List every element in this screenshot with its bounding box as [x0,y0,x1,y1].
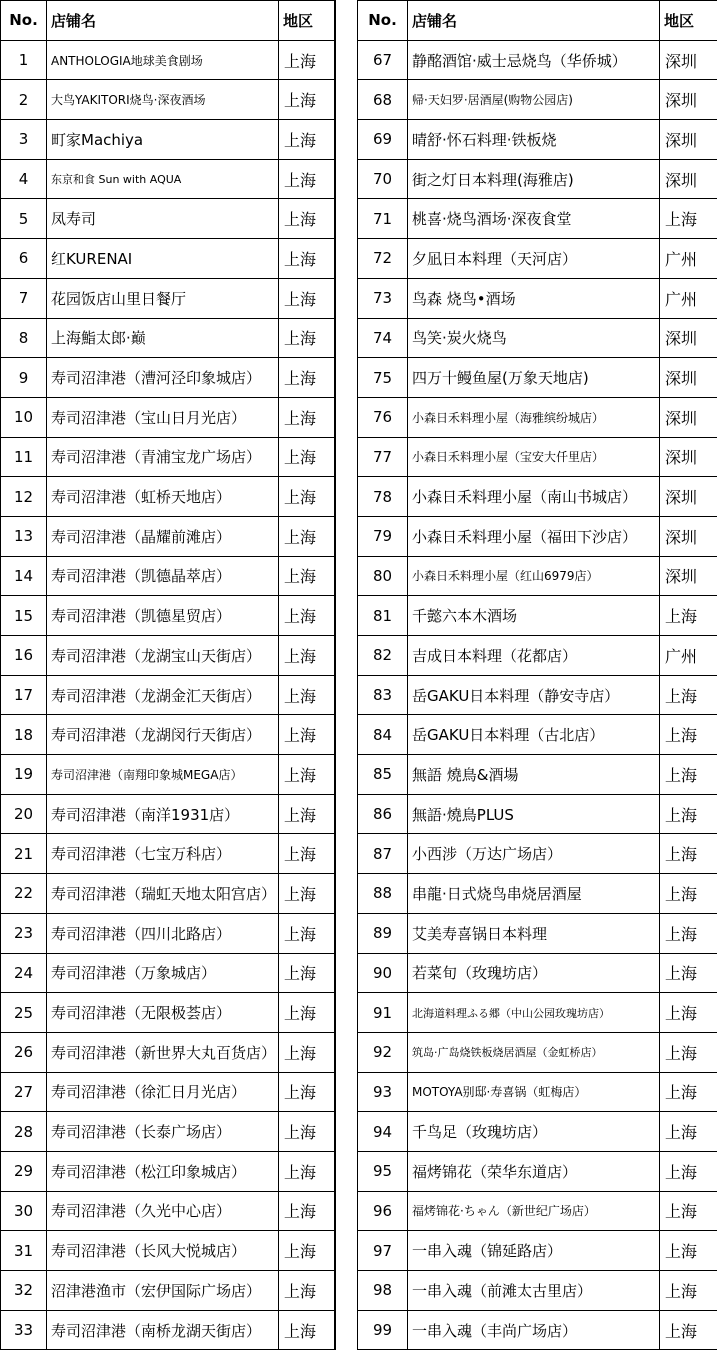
region: 上海 [279,1151,335,1191]
shop-name: 小森日禾料理小屋（福田下沙店） [408,516,660,556]
table-row [358,874,717,914]
shop-name: 沼津港渔市（宏伊国际广场店） [47,1271,279,1311]
table-row [358,755,717,795]
table-row [1,159,335,199]
row-number: 87 [358,834,408,874]
row-number: 16 [1,636,47,676]
region: 深圳 [660,40,717,80]
region: 上海 [279,1191,335,1231]
region: 上海 [660,993,717,1033]
shop-name: 凤寿司 [47,199,279,239]
region: 上海 [279,239,335,279]
shop-name: 寿司沼津港（长泰广场店） [47,1112,279,1152]
table-row [358,477,717,517]
table-row [358,80,717,120]
table-row [1,120,335,160]
table-row [358,199,717,239]
table-row [1,516,335,556]
row-number: 29 [1,1151,47,1191]
region: 深圳 [660,159,717,199]
row-number: 8 [1,318,47,358]
table-row [1,40,335,80]
row-number: 20 [1,794,47,834]
shop-name: 寿司沼津港（徐汇日月光店） [47,1072,279,1112]
table-row [1,358,335,398]
row-number: 33 [1,1310,47,1350]
shop-name: 寿司沼津港（南洋1931店） [47,794,279,834]
shop-name: 花园饭店山里日餐厅 [47,278,279,318]
header-no: No. [358,1,408,41]
header-no: No. [1,1,47,41]
shop-name: 寿司沼津港（青浦宝龙广场店） [47,437,279,477]
shop-name: 福烤锦花·ちゃん（新世纪广场店） [408,1191,660,1231]
row-number: 11 [1,437,47,477]
region: 上海 [660,834,717,874]
shop-name: 大鸟YAKITORI烧鸟·深夜酒场 [47,80,279,120]
shop-name: 若菜旬（玫瑰坊店） [408,953,660,993]
row-number: 14 [1,556,47,596]
shop-name: 寿司沼津港（七宝万科店） [47,834,279,874]
region: 上海 [279,834,335,874]
shop-name: 寿司沼津港（凯德晶萃店） [47,556,279,596]
row-number: 3 [1,120,47,160]
shop-name: 夕凪日本料理（天河店） [408,239,660,279]
shop-name: 桃喜·烧鸟酒场·深夜食堂 [408,199,660,239]
region: 上海 [660,874,717,914]
region: 上海 [279,516,335,556]
table-row [358,1191,717,1231]
shop-name: 寿司沼津港（龙湖宝山天街店） [47,636,279,676]
table-row [1,1151,335,1191]
row-number: 4 [1,159,47,199]
table-row [1,1310,335,1350]
row-number: 91 [358,993,408,1033]
row-number: 22 [1,874,47,914]
table-row [358,675,717,715]
region: 上海 [660,1231,717,1271]
row-number: 30 [1,1191,47,1231]
table-row [358,358,717,398]
region: 深圳 [660,318,717,358]
table-row [358,834,717,874]
row-number: 93 [358,1072,408,1112]
region: 上海 [660,1112,717,1152]
table-row [358,516,717,556]
shop-name: 寿司沼津港（虹桥天地店） [47,477,279,517]
shop-name: 小西涉（万达广场店） [408,834,660,874]
region: 上海 [279,159,335,199]
table-row [1,1231,335,1271]
region: 上海 [279,596,335,636]
row-number: 96 [358,1191,408,1231]
table-row [358,1072,717,1112]
shop-name: 千鸟足（玫瑰坊店） [408,1112,660,1152]
row-number: 77 [358,437,408,477]
row-number: 86 [358,794,408,834]
region: 上海 [660,1151,717,1191]
shop-name: 小森日禾料理小屋（南山书城店） [408,477,660,517]
row-number: 89 [358,913,408,953]
table-row [358,437,717,477]
row-number: 73 [358,278,408,318]
shop-name: 寿司沼津港（晶耀前滩店） [47,516,279,556]
region: 上海 [660,1310,717,1350]
table-row [1,834,335,874]
region: 上海 [279,794,335,834]
row-number: 26 [1,1032,47,1072]
table-row [1,675,335,715]
row-number: 88 [358,874,408,914]
region: 上海 [279,80,335,120]
row-number: 71 [358,199,408,239]
row-number: 98 [358,1271,408,1311]
region: 上海 [279,278,335,318]
shop-name: 寿司沼津港（万象城店） [47,953,279,993]
table-row [358,596,717,636]
table-row [358,1151,717,1191]
row-number: 94 [358,1112,408,1152]
region: 上海 [660,953,717,993]
table-row [1,1271,335,1311]
table-row [358,913,717,953]
shop-name: 筑岛·广岛烧铁板烧居酒屋（金虹桥店） [408,1032,660,1072]
row-number: 2 [1,80,47,120]
table-row [1,199,335,239]
shop-name: 红KURENAI [47,239,279,279]
table-row [1,1191,335,1231]
region: 上海 [279,1032,335,1072]
shop-name: 町家Machiya [47,120,279,160]
region: 上海 [279,913,335,953]
row-number: 9 [1,358,47,398]
region: 上海 [660,596,717,636]
shop-name: 寿司沼津港（南翔印象城MEGA店） [47,755,279,795]
row-number: 69 [358,120,408,160]
region: 上海 [279,40,335,80]
shop-name: 寿司沼津港（四川北路店） [47,913,279,953]
row-number: 74 [358,318,408,358]
shop-name: 寿司沼津港（长风大悦城店） [47,1231,279,1271]
region: 深圳 [660,437,717,477]
region: 上海 [279,1112,335,1152]
table-row [358,120,717,160]
region: 上海 [279,715,335,755]
region: 上海 [279,874,335,914]
shop-name: 寿司沼津港（无限极荟店） [47,993,279,1033]
table-row [1,318,335,358]
region: 上海 [279,358,335,398]
table-row [1,80,335,120]
region: 上海 [660,1032,717,1072]
row-number: 78 [358,477,408,517]
row-number: 27 [1,1072,47,1112]
row-number: 28 [1,1112,47,1152]
row-number: 84 [358,715,408,755]
row-number: 18 [1,715,47,755]
shop-name: 东京和食 Sun with AQUA [47,159,279,199]
shop-name: ANTHOLOGIA地球美食剧场 [47,40,279,80]
table-row [358,794,717,834]
table-row [1,1032,335,1072]
restaurant-table-left [0,0,336,1350]
region: 深圳 [660,477,717,517]
region: 上海 [279,636,335,676]
row-number: 72 [358,239,408,279]
region: 上海 [279,1231,335,1271]
table-row [1,913,335,953]
shop-name: 寿司沼津港（松江印象城店） [47,1151,279,1191]
shop-name: 寿司沼津港（龙湖闵行天街店） [47,715,279,755]
table-row [358,318,717,358]
table-row [1,278,335,318]
header-name: 店铺名 [47,1,279,41]
shop-name: 小森日禾料理小屋（海雅缤纷城店） [408,397,660,437]
shop-name: 寿司沼津港（宝山日月光店） [47,397,279,437]
row-number: 75 [358,358,408,398]
header-row [1,1,335,41]
shop-name: 小森日禾料理小屋（红山6979店） [408,556,660,596]
region: 上海 [279,397,335,437]
row-number: 10 [1,397,47,437]
table-row [358,278,717,318]
header-area: 地区 [279,1,335,41]
shop-name: 千懿六本木酒场 [408,596,660,636]
row-number: 1 [1,40,47,80]
table-row [1,874,335,914]
region: 上海 [279,437,335,477]
row-number: 83 [358,675,408,715]
region: 上海 [279,1271,335,1311]
table-row [1,239,335,279]
shop-name: 無語 燒鳥&酒場 [408,755,660,795]
region: 深圳 [660,358,717,398]
table-row [1,596,335,636]
row-number: 76 [358,397,408,437]
region: 深圳 [660,120,717,160]
row-number: 95 [358,1151,408,1191]
row-number: 99 [358,1310,408,1350]
row-number: 79 [358,516,408,556]
table-row [358,40,717,80]
shop-name: 寿司沼津港（漕河泾印象城店） [47,358,279,398]
shop-name: 岳GAKU日本料理（古北店） [408,715,660,755]
shop-name: 鸟笑·炭火烧鸟 [408,318,660,358]
table-row [1,794,335,834]
row-number: 25 [1,993,47,1033]
table-row [1,397,335,437]
table-row [358,1310,717,1350]
region: 上海 [660,755,717,795]
row-number: 70 [358,159,408,199]
region: 上海 [660,794,717,834]
header-row [358,1,717,41]
shop-name: 一串入魂（前滩太古里店） [408,1271,660,1311]
row-number: 21 [1,834,47,874]
table-row [1,755,335,795]
table-row [1,556,335,596]
table-row [358,397,717,437]
table-row [358,1112,717,1152]
region: 上海 [660,1271,717,1311]
table-row [1,437,335,477]
region: 上海 [660,715,717,755]
shop-name: 北海道料理ふる郷（中山公园玫瑰坊店） [408,993,660,1033]
shop-name: 街之灯日本料理(海雅店) [408,159,660,199]
table-row [358,1231,717,1271]
region: 广州 [660,636,717,676]
header-name: 店铺名 [408,1,660,41]
row-number: 23 [1,913,47,953]
shop-name: 寿司沼津港（新世界大丸百货店） [47,1032,279,1072]
row-number: 17 [1,675,47,715]
table-row [1,953,335,993]
row-number: 97 [358,1231,408,1271]
row-number: 85 [358,755,408,795]
region: 上海 [279,953,335,993]
region: 上海 [279,556,335,596]
table-row [358,993,717,1033]
table-row [358,239,717,279]
region: 广州 [660,278,717,318]
row-number: 12 [1,477,47,517]
row-number: 15 [1,596,47,636]
table-row [358,1032,717,1072]
shop-name: 寿司沼津港（凯德星贸店） [47,596,279,636]
row-number: 32 [1,1271,47,1311]
shop-name: 静酩酒馆·威士忌烧鸟（华侨城） [408,40,660,80]
table-row [1,1072,335,1112]
region: 上海 [279,675,335,715]
table-row [1,477,335,517]
shop-name: 小森日禾料理小屋（宝安大仟里店） [408,437,660,477]
table-row [1,993,335,1033]
table-row [1,715,335,755]
restaurant-table-right [357,0,717,1350]
region: 上海 [660,913,717,953]
shop-name: 艾美寿喜锅日本料理 [408,913,660,953]
region: 上海 [660,675,717,715]
shop-name: 寿司沼津港（南桥龙湖天街店） [47,1310,279,1350]
region: 深圳 [660,556,717,596]
shop-name: 無語·燒鳥PLUS [408,794,660,834]
table-row [358,636,717,676]
region: 上海 [279,755,335,795]
region: 广州 [660,239,717,279]
shop-name: MOTOYA别邸·寿喜锅（虹梅店） [408,1072,660,1112]
region: 深圳 [660,397,717,437]
shop-name: 福烤锦花（荣华东道店） [408,1151,660,1191]
row-number: 80 [358,556,408,596]
row-number: 6 [1,239,47,279]
row-number: 81 [358,596,408,636]
shop-name: 鸟森 烧鸟•酒场 [408,278,660,318]
shop-name: 岳GAKU日本料理（静安寺店） [408,675,660,715]
header-area: 地区 [660,1,717,41]
shop-name: 吉成日本料理（花都店） [408,636,660,676]
row-number: 31 [1,1231,47,1271]
row-number: 5 [1,199,47,239]
shop-name: 一串入魂（丰尚广场店） [408,1310,660,1350]
table-row [358,556,717,596]
table-row [358,159,717,199]
shop-name: 帰·天妇罗·居酒屋(购物公园店) [408,80,660,120]
row-number: 68 [358,80,408,120]
row-number: 92 [358,1032,408,1072]
table-row [1,636,335,676]
row-number: 24 [1,953,47,993]
row-number: 82 [358,636,408,676]
region: 上海 [660,1072,717,1112]
table-row [358,1271,717,1311]
region: 上海 [279,1310,335,1350]
shop-name: 寿司沼津港（瑞虹天地太阳宫店） [47,874,279,914]
shop-name: 寿司沼津港（久光中心店） [47,1191,279,1231]
table-row [358,953,717,993]
row-number: 19 [1,755,47,795]
region: 上海 [279,318,335,358]
row-number: 7 [1,278,47,318]
shop-name: 上海鮨太郎·巅 [47,318,279,358]
table-row [358,715,717,755]
row-number: 90 [358,953,408,993]
table-row [1,1112,335,1152]
shop-name: 四万十鳗鱼屋(万象天地店) [408,358,660,398]
region: 上海 [279,477,335,517]
shop-name: 串龍·日式烧鸟串烧居酒屋 [408,874,660,914]
row-number: 13 [1,516,47,556]
region: 上海 [279,993,335,1033]
region: 深圳 [660,516,717,556]
region: 上海 [279,1072,335,1112]
region: 上海 [660,199,717,239]
region: 上海 [279,199,335,239]
region: 上海 [279,120,335,160]
shop-name: 一串入魂（锦延路店） [408,1231,660,1271]
shop-name: 晴舒·怀石料理·铁板烧 [408,120,660,160]
region: 深圳 [660,80,717,120]
region: 上海 [660,1191,717,1231]
row-number: 67 [358,40,408,80]
shop-name: 寿司沼津港（龙湖金汇天街店） [47,675,279,715]
